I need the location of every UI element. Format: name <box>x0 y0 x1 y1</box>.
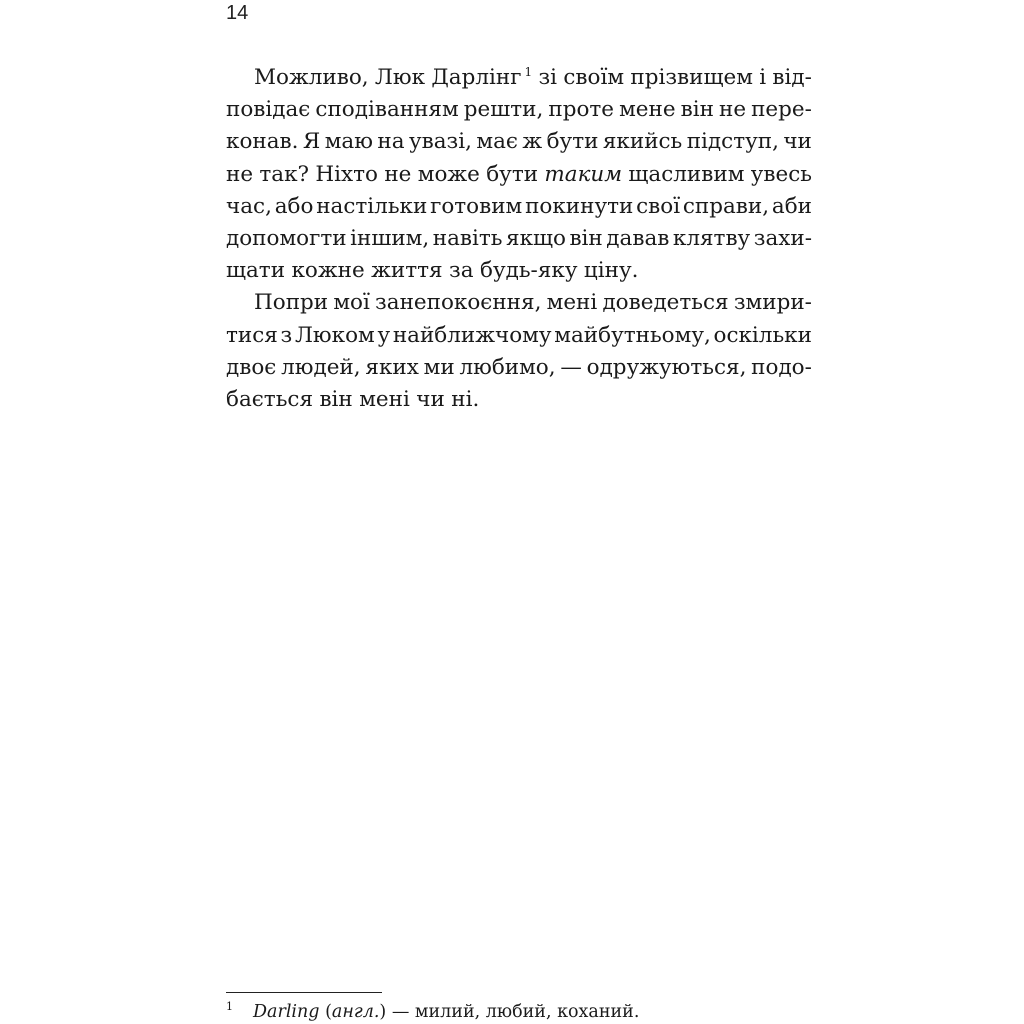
word: настільки <box>316 193 428 219</box>
word: Люком <box>294 322 375 348</box>
word: бути <box>546 129 599 155</box>
word: ціну. <box>583 258 639 284</box>
word: аби <box>771 193 812 219</box>
word: любимо, <box>459 354 556 380</box>
word: кожне <box>291 258 365 284</box>
word: або <box>274 193 314 219</box>
word: Дарлінг <box>431 65 522 90</box>
text-line <box>226 320 812 352</box>
text-line <box>226 255 812 287</box>
word: справи, <box>682 193 770 219</box>
word: якщо <box>506 225 566 251</box>
word: подо- <box>751 354 812 380</box>
word: змири- <box>733 290 812 316</box>
word: чи <box>416 386 445 412</box>
word: чи <box>783 129 812 155</box>
word: мені <box>546 290 598 316</box>
word: він <box>680 97 714 123</box>
word: так? <box>259 161 310 187</box>
word: якийсь <box>602 129 683 155</box>
word: клятву <box>672 225 751 251</box>
word: свої <box>636 193 681 219</box>
word: Попри <box>254 290 329 316</box>
word: Люк <box>374 65 426 90</box>
paragraph-2 <box>226 287 812 416</box>
page-number: 14 <box>226 2 249 24</box>
body-text <box>226 62 812 416</box>
text-line <box>226 62 812 94</box>
word: покинути <box>525 193 634 219</box>
text-line <box>226 159 812 191</box>
word: від- <box>772 65 812 90</box>
word: за <box>449 258 474 284</box>
footnote-divider <box>226 992 382 993</box>
word: яких <box>365 354 419 380</box>
word: зі <box>538 65 558 90</box>
word: не <box>718 97 747 123</box>
word: доведеться <box>602 290 729 316</box>
word: навіть <box>432 225 503 251</box>
word: тися <box>226 322 278 348</box>
word: у <box>377 322 391 348</box>
word: захи- <box>753 225 812 251</box>
footnote-lang: (англ.) <box>325 1002 387 1022</box>
footnote-reference: 1 <box>524 64 533 79</box>
word: ж <box>522 129 543 155</box>
word: проте <box>548 97 615 123</box>
word: сподіванням <box>315 97 459 123</box>
word: щасливим <box>628 161 745 187</box>
word: одружуються, <box>586 354 747 380</box>
word: будь-яку <box>480 258 578 284</box>
word: решти, <box>463 97 544 123</box>
word: маю <box>324 129 373 155</box>
word: ні. <box>451 386 480 412</box>
word: мене <box>619 97 676 123</box>
word: конав. <box>226 129 299 155</box>
text-line <box>226 94 812 126</box>
word: бути <box>486 161 539 187</box>
word-with-footnote <box>431 62 532 94</box>
word: не <box>384 161 412 187</box>
word: занепокоєння, <box>375 290 542 316</box>
word: Я <box>302 129 321 155</box>
word: він <box>569 225 603 251</box>
word: увазі, <box>408 129 472 155</box>
word: готовим <box>430 193 523 219</box>
text-line <box>226 126 812 158</box>
text-line <box>226 223 812 255</box>
word: увесь <box>750 161 812 187</box>
word: життя <box>371 258 443 284</box>
word: мої <box>333 290 370 316</box>
text-line <box>226 352 812 384</box>
paragraph-1 <box>226 62 812 287</box>
word: оскільки <box>713 322 812 348</box>
footnote-lang-abbr: англ. <box>331 1002 380 1022</box>
word: двоє <box>226 354 277 380</box>
word: має <box>476 129 518 155</box>
word: не <box>226 161 254 187</box>
text-line <box>226 287 812 319</box>
word: давав <box>606 225 670 251</box>
word: прізвищем <box>630 65 753 90</box>
word: підступ, <box>686 129 779 155</box>
footnote: 1 Darling (англ.) — милий, любий, коханий. <box>226 1000 640 1022</box>
word: допомогти <box>226 225 347 251</box>
word: Ніхто <box>315 161 378 187</box>
word: — <box>560 354 582 380</box>
word: Можливо, <box>254 65 369 90</box>
emphasized-word: таким <box>544 161 623 187</box>
word: людей, <box>281 354 361 380</box>
word: на <box>377 129 405 155</box>
word: майбутньому, <box>554 322 711 348</box>
word: він <box>319 386 353 412</box>
footnote-term: Darling <box>253 1002 320 1022</box>
text-line <box>226 384 812 416</box>
text-line <box>226 191 812 223</box>
word: повідає <box>226 97 311 123</box>
word: і <box>759 65 767 90</box>
word: щати <box>226 258 286 284</box>
word: своїм <box>563 65 625 90</box>
word: пере- <box>751 97 812 123</box>
word: мені <box>359 386 410 412</box>
footnote-meaning: — милий, любий, коханий. <box>391 1002 640 1022</box>
word: ми <box>423 354 455 380</box>
word: найближчому <box>392 322 552 348</box>
word: бається <box>226 386 314 412</box>
word: може <box>417 161 480 187</box>
word: іншим, <box>350 225 430 251</box>
word: з <box>280 322 293 348</box>
word: час, <box>226 193 272 219</box>
